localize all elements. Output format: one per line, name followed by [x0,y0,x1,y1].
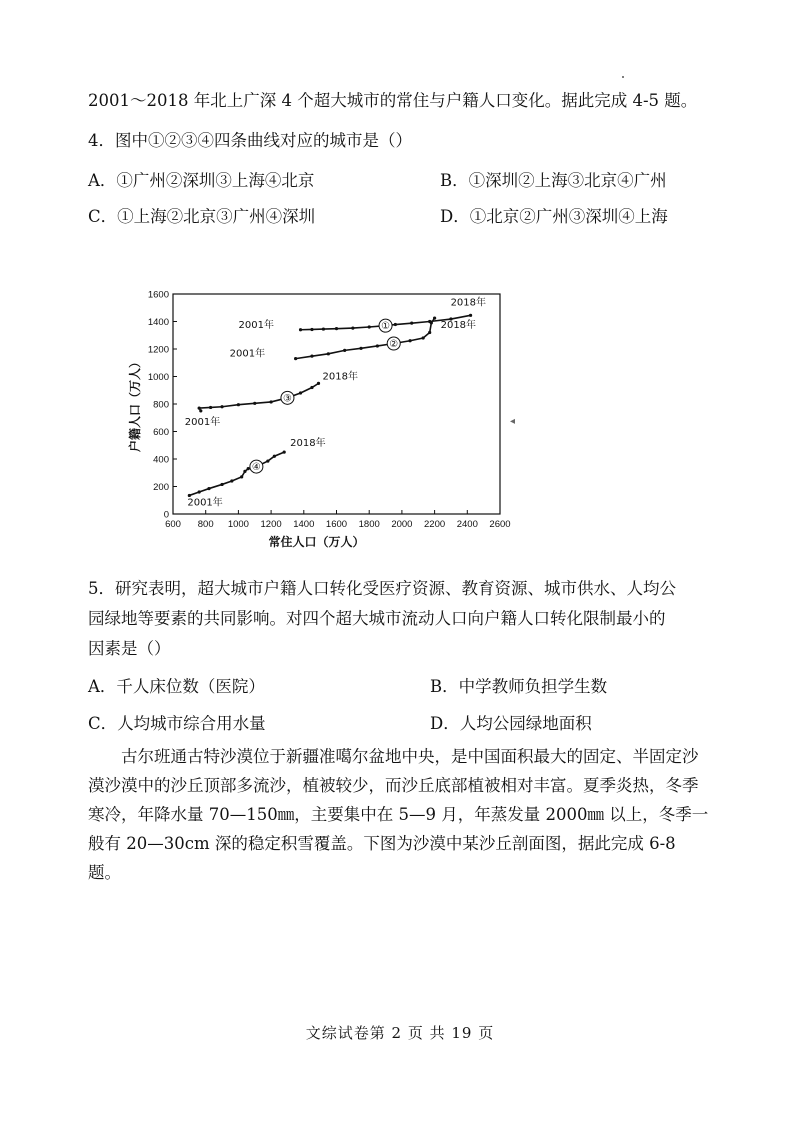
series-2-point [408,339,411,342]
series-4-point [240,475,243,478]
series-1-end-label: 2018年 [450,297,487,309]
series-4-end-label: 2018年 [290,438,326,450]
chart-series [188,314,472,497]
series-3-name: ③ [282,393,292,405]
series-2-end-label: 2018年 [440,320,477,332]
y-tick-label: 1400 [147,317,169,328]
x-tick-label: 1600 [325,519,348,530]
series-2-point [430,321,433,324]
series-3-point [310,386,313,389]
question-5-option-b: B．中学教师负担学生数 [430,677,608,696]
question-4-option-a: A．①广州②深圳③上海④北京 [88,171,315,190]
series-4-point [230,479,233,482]
series-2-point [343,349,346,352]
question-5-stem-line3: 因素是（） [88,639,171,658]
series-4-name: ④ [251,462,261,474]
y-axis-label: 户籍人口（万人） [128,355,142,453]
question-5-option-d: D．人均公园绿地面积 [430,714,592,733]
series-1-point [299,328,302,331]
series-3-point [270,400,273,403]
series-3-point [317,382,320,385]
series-2-point [376,344,379,347]
series-3-point [253,402,256,405]
series-3-start-label: 2001年 [184,416,221,428]
question-4-option-c: C．①上海②北京③广州④深圳 [88,207,316,226]
scan-speck [622,76,624,78]
chart-labels [127,295,486,549]
series-1-point [410,322,413,325]
question-5-option-a: A．千人床位数（医院） [88,677,265,696]
question-4-option-d: D．①北京②广州③深圳④上海 [440,207,668,226]
question-4-option-b: B．①深圳②上海③北京④广州 [440,171,667,190]
series-1-point [394,323,397,326]
series-3-point [237,403,240,406]
page-footer: 文综试卷第 2 页 共 19 页 [305,1024,495,1042]
x-tick-label: 2000 [391,519,413,530]
x-tick-label: 2200 [424,519,446,530]
x-tick-label: 2600 [489,519,511,530]
series-1-point [368,325,371,328]
series-4-point [283,451,286,454]
series-3-end-label: 2018年 [322,371,358,383]
y-tick-label: 1200 [147,344,169,356]
series-2-point [327,352,330,355]
series-1-point [335,327,338,330]
series-2-point [428,331,431,334]
series-2-point [359,347,362,350]
series-1-name: ① [381,321,391,333]
y-tick-label: 600 [153,427,169,438]
series-2-start-label: 2001年 [229,348,266,360]
x-tick-label: 1200 [260,519,282,530]
y-tick-label: 200 [153,482,169,493]
question-5-stem-line1: 5．研究表明，超大城市户籍人口转化受医疗资源、教育资源、城市供水、人均公 [88,579,676,598]
y-tick-label: 1600 [147,289,169,301]
series-1-point [351,327,354,330]
series-4-point [247,467,250,470]
series-3-point [199,409,202,412]
series-3-point [220,405,223,408]
y-tick-label: 400 [153,454,169,466]
series-1-point [322,327,325,330]
series-2-point [433,316,436,319]
question-5-option-c: C．人均城市综合用水量 [88,714,266,733]
series-4-point [198,490,201,493]
series-2-point [310,355,313,358]
series-4-point [243,470,246,473]
series-2-point [422,336,425,339]
series-4-point [273,455,276,458]
series-4-point [266,459,269,462]
x-tick-label: 1000 [227,519,249,530]
series-2-name: ② [389,339,399,350]
series-line-4 [189,452,284,495]
series-line-3 [199,383,318,411]
series-3-point [198,407,201,410]
passage-paragraph: 古尔班通古特沙漠位于新疆准噶尔盆地中央，是中国面积最大的固定、半固定沙漠沙漠中的沙丘顶部多流沙，植被较少，而沙丘底部植被相对丰富。夏季炎热，冬季寒冷，年降水量 70—150㎜，主要集中在 5—9 月，年蒸发量 2000㎜ 以上，冬季一般有 20—30cm 深的稳定积雪覆盖。下图为沙漠中某沙丘剖面图，据此完成 6-8 题。 [88,747,709,882]
series-1-start-label: 2001年 [238,319,274,331]
y-tick-label: 1000 [147,372,169,383]
x-tick-label: 2400 [456,519,478,530]
series-1-point [310,328,313,331]
y-tick-label: 800 [153,399,169,411]
series-4-point [220,483,223,486]
series-3-point [299,391,302,394]
question-5-stem-line2: 园绿地等要素的共同影响。对四个超大城市流动人口向户籍人口转化限制最小的 [88,609,666,628]
x-tick-label: 800 [197,519,214,530]
question-4-stem: 4．图中①②③④四条曲线对应的城市是（） [88,131,412,150]
x-tick-label: 1400 [293,519,315,530]
x-tick-label: 1800 [358,519,380,530]
y-tick-label: 0 [163,509,169,521]
series-2-point [294,357,297,360]
series-1-point [469,314,472,317]
series-4-point [207,487,210,490]
series-4-start-label: 2001年 [187,497,223,509]
scan-mark: ◂ [510,416,516,427]
series-line-2 [296,318,435,359]
intro-text: 2001～2018 年北上广深 4 个超大城市的常住与户籍人口变化。据此完成 4-5 题。 [88,91,698,110]
population-chart [125,284,520,554]
x-axis-label: 常住人口（万人） [268,535,365,549]
x-tick-label: 600 [165,519,181,530]
series-3-point [209,406,212,409]
